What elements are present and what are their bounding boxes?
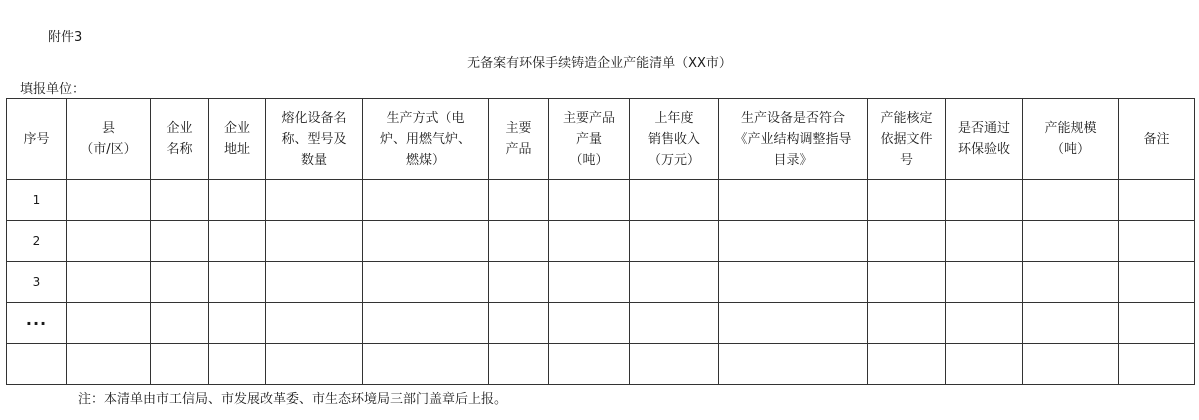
table-cell[interactable]	[549, 180, 630, 221]
table-cell[interactable]	[363, 303, 489, 344]
table-cell[interactable]	[489, 303, 549, 344]
row-number-cell	[7, 344, 67, 385]
table-cell[interactable]	[151, 344, 209, 385]
table-cell[interactable]	[266, 303, 363, 344]
table-row	[7, 303, 1195, 344]
table-cell[interactable]	[1119, 262, 1195, 303]
table-cell[interactable]	[209, 221, 266, 262]
table-cell[interactable]	[946, 303, 1023, 344]
table-cell[interactable]	[946, 344, 1023, 385]
table-cell[interactable]	[266, 344, 363, 385]
table-cell[interactable]	[67, 262, 151, 303]
column-header: 序号	[7, 99, 67, 180]
table-cell[interactable]	[363, 221, 489, 262]
table-header-row	[7, 99, 1195, 180]
table-cell[interactable]	[868, 303, 946, 344]
table-cell[interactable]	[67, 221, 151, 262]
column-header: 企业 地址	[209, 99, 266, 180]
table-cell[interactable]	[1023, 221, 1119, 262]
table-cell[interactable]	[1119, 303, 1195, 344]
table-cell[interactable]	[67, 303, 151, 344]
table-cell[interactable]	[719, 221, 868, 262]
row-number-cell: 1	[7, 180, 67, 221]
table-cell[interactable]	[1119, 221, 1195, 262]
table-cell[interactable]	[1023, 180, 1119, 221]
table-row	[7, 221, 1195, 262]
table-cell[interactable]	[719, 344, 868, 385]
column-header: 企业 名称	[151, 99, 209, 180]
table-cell[interactable]	[549, 303, 630, 344]
table-cell[interactable]	[209, 180, 266, 221]
document-title: 无备案有环保手续铸造企业产能清单（XX市）	[467, 56, 732, 71]
table-cell[interactable]	[67, 180, 151, 221]
column-header: 生产设备是否符合 《产业结构调整指导 目录》	[719, 99, 868, 180]
table-cell[interactable]	[719, 180, 868, 221]
column-header: 产能规模 （吨）	[1023, 99, 1119, 180]
table-cell[interactable]	[1023, 262, 1119, 303]
table-cell[interactable]	[209, 344, 266, 385]
table-cell[interactable]	[363, 262, 489, 303]
row-number-cell: 2	[7, 221, 67, 262]
table-cell[interactable]	[1023, 303, 1119, 344]
table-cell[interactable]	[1119, 344, 1195, 385]
table-cell[interactable]	[868, 221, 946, 262]
row-number-cell: ···	[7, 303, 67, 344]
table-cell[interactable]	[868, 262, 946, 303]
table-cell[interactable]	[1023, 344, 1119, 385]
column-header: 备注	[1119, 99, 1195, 180]
table-cell[interactable]	[489, 344, 549, 385]
table-cell[interactable]	[209, 303, 266, 344]
table-cell[interactable]	[151, 221, 209, 262]
column-header: 熔化设备名 称、型号及 数量	[266, 99, 363, 180]
table-cell[interactable]	[630, 180, 719, 221]
table-cell[interactable]	[868, 344, 946, 385]
table-cell[interactable]	[489, 262, 549, 303]
column-header: 主要产品 产量 （吨）	[549, 99, 630, 180]
table-cell[interactable]	[1119, 180, 1195, 221]
table-cell[interactable]	[266, 180, 363, 221]
column-header: 产能核定 依据文件 号	[868, 99, 946, 180]
table-cell[interactable]	[946, 262, 1023, 303]
table-cell[interactable]	[719, 303, 868, 344]
table-cell[interactable]	[719, 262, 868, 303]
table-cell[interactable]	[946, 221, 1023, 262]
filler-unit-label: 填报单位：	[20, 82, 86, 97]
table-cell[interactable]	[363, 180, 489, 221]
table-cell[interactable]	[151, 303, 209, 344]
column-header: 是否通过 环保验收	[946, 99, 1023, 180]
table-cell[interactable]	[630, 303, 719, 344]
table-cell[interactable]	[630, 262, 719, 303]
table-cell[interactable]	[549, 221, 630, 262]
table-cell[interactable]	[549, 344, 630, 385]
table-row	[7, 262, 1195, 303]
table-cell[interactable]	[489, 221, 549, 262]
table-row	[7, 180, 1195, 221]
column-header: 生产方式（电 炉、用燃气炉、 燃煤）	[363, 99, 489, 180]
table-cell[interactable]	[868, 180, 946, 221]
table-cell[interactable]	[363, 344, 489, 385]
footnote: 注：本清单由市工信局、市发展改革委、市生态环境局三部门盖章后上报。	[78, 392, 508, 407]
table-cell[interactable]	[630, 221, 719, 262]
attachment-label: 附件3	[48, 30, 83, 45]
table-cell[interactable]	[266, 262, 363, 303]
table-cell[interactable]	[489, 180, 549, 221]
table-cell[interactable]	[151, 180, 209, 221]
table-cell[interactable]	[630, 344, 719, 385]
table-cell[interactable]	[946, 180, 1023, 221]
table-cell[interactable]	[549, 262, 630, 303]
table-row	[7, 344, 1195, 385]
column-header: 上年度 销售收入 （万元）	[630, 99, 719, 180]
table-cell[interactable]	[67, 344, 151, 385]
column-header: 主要 产品	[489, 99, 549, 180]
column-header: 县 （市/区）	[67, 99, 151, 180]
table-cell[interactable]	[151, 262, 209, 303]
row-number-cell: 3	[7, 262, 67, 303]
table-cell[interactable]	[266, 221, 363, 262]
capacity-table	[6, 98, 1195, 385]
table-cell[interactable]	[209, 262, 266, 303]
